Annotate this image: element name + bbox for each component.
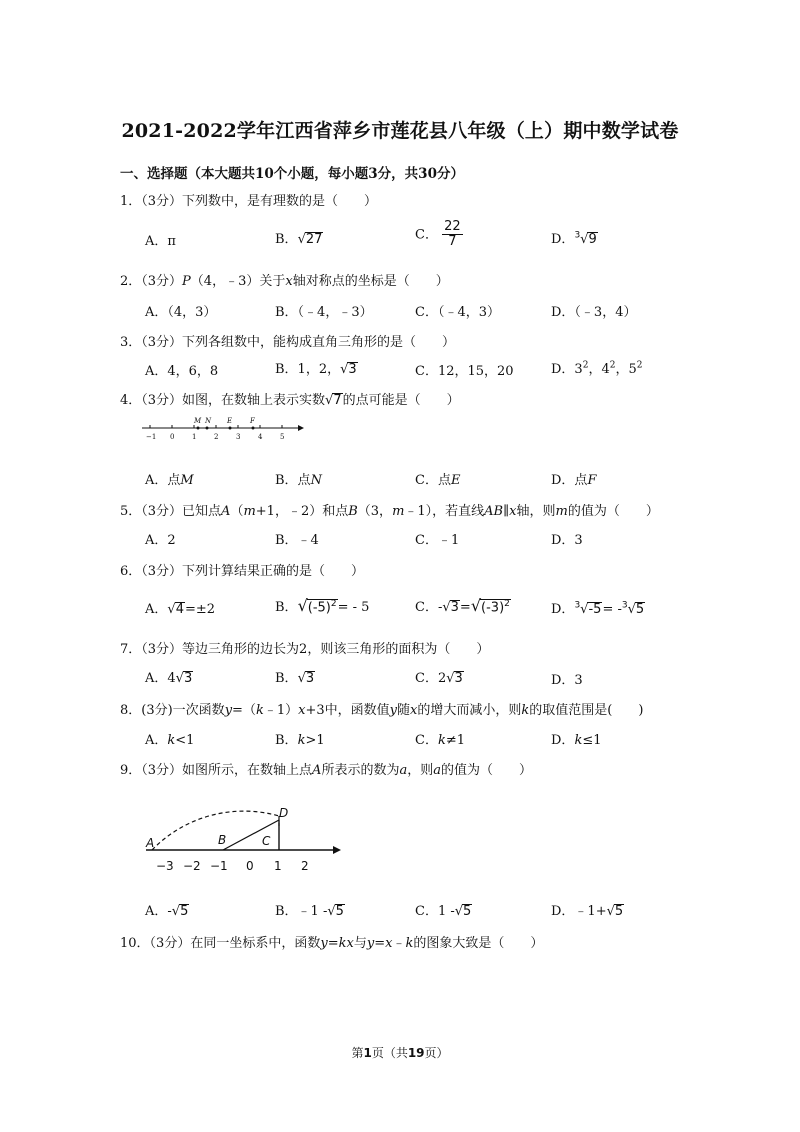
- q4-tick-label: 4: [258, 433, 263, 441]
- q2-var-p: P: [182, 274, 191, 289]
- q10-var: x: [385, 936, 393, 951]
- q3-option-a: A．4，6，8: [145, 364, 219, 379]
- q6-option-a: A．√4=±2: [145, 602, 216, 617]
- q6-d-root-index: 3: [621, 600, 628, 611]
- q4-option-d: [551, 469, 596, 488]
- q9-option-b: B．﹣1 -√5: [275, 904, 344, 919]
- q7-b-radicand: 3: [305, 671, 315, 686]
- q9-tick-label: −3: [156, 859, 174, 873]
- q9-tick-label: −1: [210, 859, 228, 873]
- q6-b-radical: [307, 599, 338, 615]
- q2-option-b: B．（﹣4，﹣3）: [275, 305, 373, 320]
- q4-a-var: M: [180, 473, 194, 488]
- q6-c-label: C．-: [415, 600, 443, 615]
- q3-d-part: ，4: [588, 362, 610, 377]
- q4-a-label: A．点: [145, 473, 181, 488]
- page-title: 2021-2022学年江西省萍乡市莲花县八年级（上）期中数学试卷: [121, 120, 679, 142]
- q9-c-radicand: 5: [463, 904, 472, 919]
- q5-part: +1，﹣2）和点: [255, 504, 349, 519]
- q9-d-radicand: 5: [614, 904, 624, 919]
- footer-part: 页（共: [371, 1046, 408, 1060]
- q8-option-a: [145, 729, 194, 748]
- q5-var: A: [221, 504, 231, 519]
- q9-d-label: D．﹣1+: [551, 904, 607, 919]
- q8-a-rel: <1: [175, 733, 195, 748]
- q9-b-label: B．﹣1 -: [275, 904, 328, 919]
- q5-part: 5．（3分）已知点: [120, 504, 222, 519]
- q6-option-b: B．$√(-5)^2= - 5$: [275, 596, 370, 615]
- q8-b-label: B．: [275, 733, 298, 748]
- q8-var: y: [389, 703, 397, 718]
- q6-b-label: B．: [275, 600, 298, 615]
- footer-page-number: 1: [363, 1046, 372, 1060]
- q5-var: m: [555, 504, 568, 519]
- q1-option-c: [415, 220, 463, 250]
- q1-option-b-label: B．: [275, 232, 298, 247]
- q5-option-d: D．3: [551, 533, 583, 548]
- question-5-stem: [120, 500, 659, 519]
- q9-tick-label: 2: [301, 859, 309, 873]
- q1-option-a: A．π: [145, 234, 176, 249]
- question-2-stem: [120, 270, 449, 289]
- q3-option-b-radicand: 3: [348, 362, 357, 377]
- q4-c-var: E: [450, 473, 461, 488]
- q7-a-label: A．4: [145, 671, 176, 686]
- q10-part: 10．（3分）在同一坐标系中，函数: [120, 936, 321, 951]
- q6-d-radicand-2: 5: [635, 602, 645, 617]
- q1-option-d: D．$^3$√9: [551, 230, 597, 247]
- page-footer: [0, 1044, 800, 1061]
- question-1-stem: 1．（3分）下列数中，是有理数的是（ ）: [120, 194, 378, 209]
- q8-part: 的取值范围是( ): [529, 703, 644, 718]
- q10-var: kx: [338, 936, 354, 951]
- q9-tick-label: 1: [274, 859, 282, 873]
- footer-total-pages: 19: [407, 1046, 425, 1060]
- q5-var: x: [509, 504, 517, 519]
- section-heading: 一、选择题（本大题共10个小题，每小题3分，共30分）: [120, 166, 464, 182]
- q8-var: x: [298, 703, 306, 718]
- q6-a-radicand: 4: [175, 602, 184, 617]
- question-9-stem: [120, 759, 532, 778]
- q9-point-label-a: A: [146, 836, 155, 850]
- q4-point-e: [229, 427, 232, 430]
- q5-part: （: [230, 504, 244, 519]
- q1-option-b: B．√27: [275, 232, 323, 247]
- q4-tick-label: 3: [236, 433, 241, 441]
- question-10-stem: [120, 932, 543, 951]
- q4-option-b: [275, 469, 322, 488]
- q4-b-label: B．点: [275, 473, 311, 488]
- q1-option-d-label: D．: [551, 232, 575, 247]
- q8-part: +3中，函数值: [305, 703, 390, 718]
- q4-point-m: [197, 427, 200, 430]
- q10-var: k: [405, 936, 414, 951]
- q9-a-label: A．-: [145, 904, 172, 919]
- q8-part: 8．(3分)一次函数: [120, 703, 225, 718]
- q4-b-var: N: [310, 473, 322, 488]
- q6-c-radical: [480, 599, 511, 615]
- q9-var: a: [433, 763, 441, 778]
- q8-option-c: [415, 729, 465, 748]
- q9-number-line-figure: [138, 786, 348, 878]
- q5-option-b: B．﹣4: [275, 533, 319, 548]
- q8-a-label: A．: [145, 733, 168, 748]
- q3-d-exponent: 2: [609, 360, 616, 371]
- q3-option-b-label: B．1，2，: [275, 362, 341, 377]
- q3-d-part: ，5: [615, 362, 637, 377]
- q8-var: k: [521, 703, 530, 718]
- q4-option-a: [145, 469, 194, 488]
- q8-b-var: k: [297, 733, 306, 748]
- q5-var: m: [392, 504, 405, 519]
- q5-part: （3，: [357, 504, 393, 519]
- q4-tick-label: −1: [146, 433, 157, 441]
- q5-part: 轴，则: [516, 504, 556, 519]
- q2-stem-part: 轴对称点的坐标是（ ）: [292, 274, 449, 289]
- q9-point-label-d: D: [279, 806, 289, 820]
- q7-c-label: C．2: [415, 671, 447, 686]
- q9-b-radicand: 5: [335, 904, 344, 919]
- q2-option-d: D．（﹣3，4）: [551, 305, 637, 320]
- q8-c-rel: ≠1: [445, 733, 466, 748]
- question-3-stem: 3．（3分）下列各组数中，能构成直角三角形的是（ ）: [120, 335, 456, 350]
- q10-part: 与: [353, 936, 367, 951]
- q6-c-radicand-2: (-3): [481, 600, 505, 615]
- q10-part: 的图象大致是（ ）: [413, 936, 544, 951]
- footer-part: 第: [351, 1046, 364, 1060]
- q8-var: y: [224, 703, 233, 718]
- q3-option-c: C．12，15，20: [415, 364, 514, 379]
- q6-option-d: D．$^3$√-5= -$^3$√5: [551, 600, 645, 617]
- q6-d-root-index: 3: [574, 600, 581, 611]
- q6-c-exponent: 2: [504, 598, 510, 609]
- q4-axis-arrow: [298, 425, 304, 431]
- q5-part: 的值为（ ）: [567, 504, 659, 519]
- q8-d-var: k: [574, 733, 583, 748]
- question-7-stem: 7．（3分）等边三角形的边长为2，则该三角形的面积为（ ）: [120, 642, 490, 657]
- q1-option-c-label: C．: [415, 227, 438, 243]
- q6-d-radicand: -5: [588, 602, 602, 617]
- q8-option-d: [551, 729, 602, 748]
- q10-var: y: [320, 936, 328, 951]
- q6-b-radicand: (-5): [307, 600, 331, 615]
- q5-part: ∥: [503, 504, 510, 519]
- q1-fraction-denominator: 7: [448, 234, 457, 250]
- q2-option-c: C．（﹣4，3）: [415, 305, 500, 320]
- footer-part: 页）: [424, 1046, 449, 1060]
- q1-fraction: [442, 220, 463, 250]
- q2-stem-part: （4，﹣3）关于: [190, 274, 286, 289]
- q10-part: ﹣: [392, 936, 406, 951]
- q8-a-var: k: [167, 733, 176, 748]
- q4-point-label: N: [205, 417, 212, 425]
- q6-d-equals: = -: [602, 602, 622, 617]
- q7-option-d: D．3: [551, 673, 583, 688]
- q6-d-label: D．: [551, 602, 575, 617]
- q3-option-d: [551, 358, 642, 377]
- q9-point-label-c: C: [262, 834, 271, 848]
- q5-part: ﹣1），若直线: [404, 504, 485, 519]
- q3-d-exponent: 2: [636, 360, 643, 371]
- q8-part: =（: [232, 703, 256, 718]
- q2-option-a: A．（4，3）: [145, 305, 217, 320]
- q4-point-f: [252, 427, 255, 430]
- q4-tick-label: 0: [170, 433, 175, 441]
- q2-stem-part: 2．（3分）: [120, 274, 183, 289]
- q9-option-a: A．-√5: [145, 904, 189, 919]
- q4-stem-radicand: 7: [333, 393, 342, 408]
- q4-c-label: C．点: [415, 473, 451, 488]
- q4-point-label: F: [250, 417, 255, 425]
- q7-b-label: B．: [275, 671, 298, 686]
- question-4-stem: 4．（3分）如图，在数轴上表示实数√7的点可能是（ ）: [120, 393, 460, 408]
- q4-tick-label: 1: [192, 433, 197, 441]
- q7-a-radicand: 3: [183, 671, 193, 686]
- q8-option-b: [275, 729, 325, 748]
- q7-option-a: A．4√3: [145, 671, 193, 686]
- q6-c-radicand: 3: [450, 600, 459, 615]
- q1-option-d-radicand: 9: [588, 232, 597, 247]
- q2-var-x: x: [285, 274, 293, 289]
- q9-point-label-b: B: [218, 833, 227, 847]
- q10-part: =: [374, 936, 386, 951]
- q3-d-exponent: 2: [582, 360, 589, 371]
- q4-d-label: D．点: [551, 473, 588, 488]
- q4-tick-label: 2: [214, 433, 219, 441]
- q4-point-n: [206, 427, 209, 430]
- q8-d-rel: ≤1: [582, 733, 602, 748]
- q4-stem-part: 4．（3分）如图，在数轴上表示实数: [120, 393, 326, 408]
- q9-segment-bd: [223, 820, 279, 850]
- q3-option-b: B．1，2，√3: [275, 362, 357, 377]
- q4-d-var: F: [587, 473, 597, 488]
- q9-part: 9．（3分）如图所示，在数轴上点: [120, 763, 313, 778]
- q4-option-c: [415, 469, 460, 488]
- q4-number-line-figure: [138, 412, 308, 446]
- q1-option-b-radicand: 27: [305, 232, 323, 247]
- q8-var: x: [410, 703, 418, 718]
- q9-a-radicand: 5: [180, 904, 189, 919]
- q8-part: 的增大而减小，则: [417, 703, 522, 718]
- q6-b-exponent: 2: [330, 598, 337, 609]
- q8-c-var: k: [437, 733, 446, 748]
- q8-part: 随: [397, 703, 411, 718]
- q4-tick-label: 5: [280, 433, 285, 441]
- q5-var: AB: [484, 504, 504, 519]
- q9-option-d: D．﹣1+√5: [551, 904, 624, 919]
- q9-var: a: [399, 763, 408, 778]
- q7-c-radicand: 3: [454, 671, 463, 686]
- question-8-stem: [120, 699, 643, 718]
- q1-fraction-numerator: 22: [444, 219, 461, 234]
- q7-option-b: B．√3: [275, 671, 315, 686]
- q8-d-label: D．: [551, 733, 575, 748]
- q5-option-c: C．﹣1: [415, 533, 460, 548]
- q6-b-result: = - 5: [337, 600, 370, 615]
- q6-a-label: A．: [145, 602, 168, 617]
- q9-tick-label: −2: [183, 859, 201, 873]
- q9-part: ，则: [407, 763, 434, 778]
- q6-a-result: =±2: [184, 602, 216, 617]
- q6-c-equals: =: [459, 600, 471, 615]
- q6-option-c: C．$-√3=√(-3)^2$: [415, 596, 510, 615]
- q9-part: 所表示的数为: [321, 763, 400, 778]
- q5-var: B: [348, 504, 358, 519]
- q7-option-c: C．2√3: [415, 671, 463, 686]
- question-6-stem: 6．（3分）下列计算结果正确的是（ ）: [120, 564, 365, 579]
- q9-option-c: C．1 -√5: [415, 904, 472, 919]
- q4-point-label: M: [194, 417, 202, 425]
- q4-point-label: E: [227, 417, 233, 425]
- q4-stem-part: 的点可能是（ ）: [342, 393, 460, 408]
- q5-option-a: A．2: [145, 533, 176, 548]
- q9-var: A: [312, 763, 322, 778]
- q8-var: k: [255, 703, 264, 718]
- q8-b-rel: >1: [305, 733, 325, 748]
- q10-var: y: [366, 936, 375, 951]
- q9-c-label: C．1 -: [415, 904, 455, 919]
- q9-axis-arrow: [333, 846, 341, 854]
- q8-part: ﹣1）: [263, 703, 299, 718]
- q1-root-index: 3: [574, 230, 581, 241]
- q10-part: =: [327, 936, 339, 951]
- q8-c-label: C．: [415, 733, 438, 748]
- q3-d-part: D．3: [551, 362, 583, 377]
- q9-part: 的值为（ ）: [441, 763, 533, 778]
- q5-var: m: [243, 504, 256, 519]
- q9-tick-label: 0: [246, 859, 254, 873]
